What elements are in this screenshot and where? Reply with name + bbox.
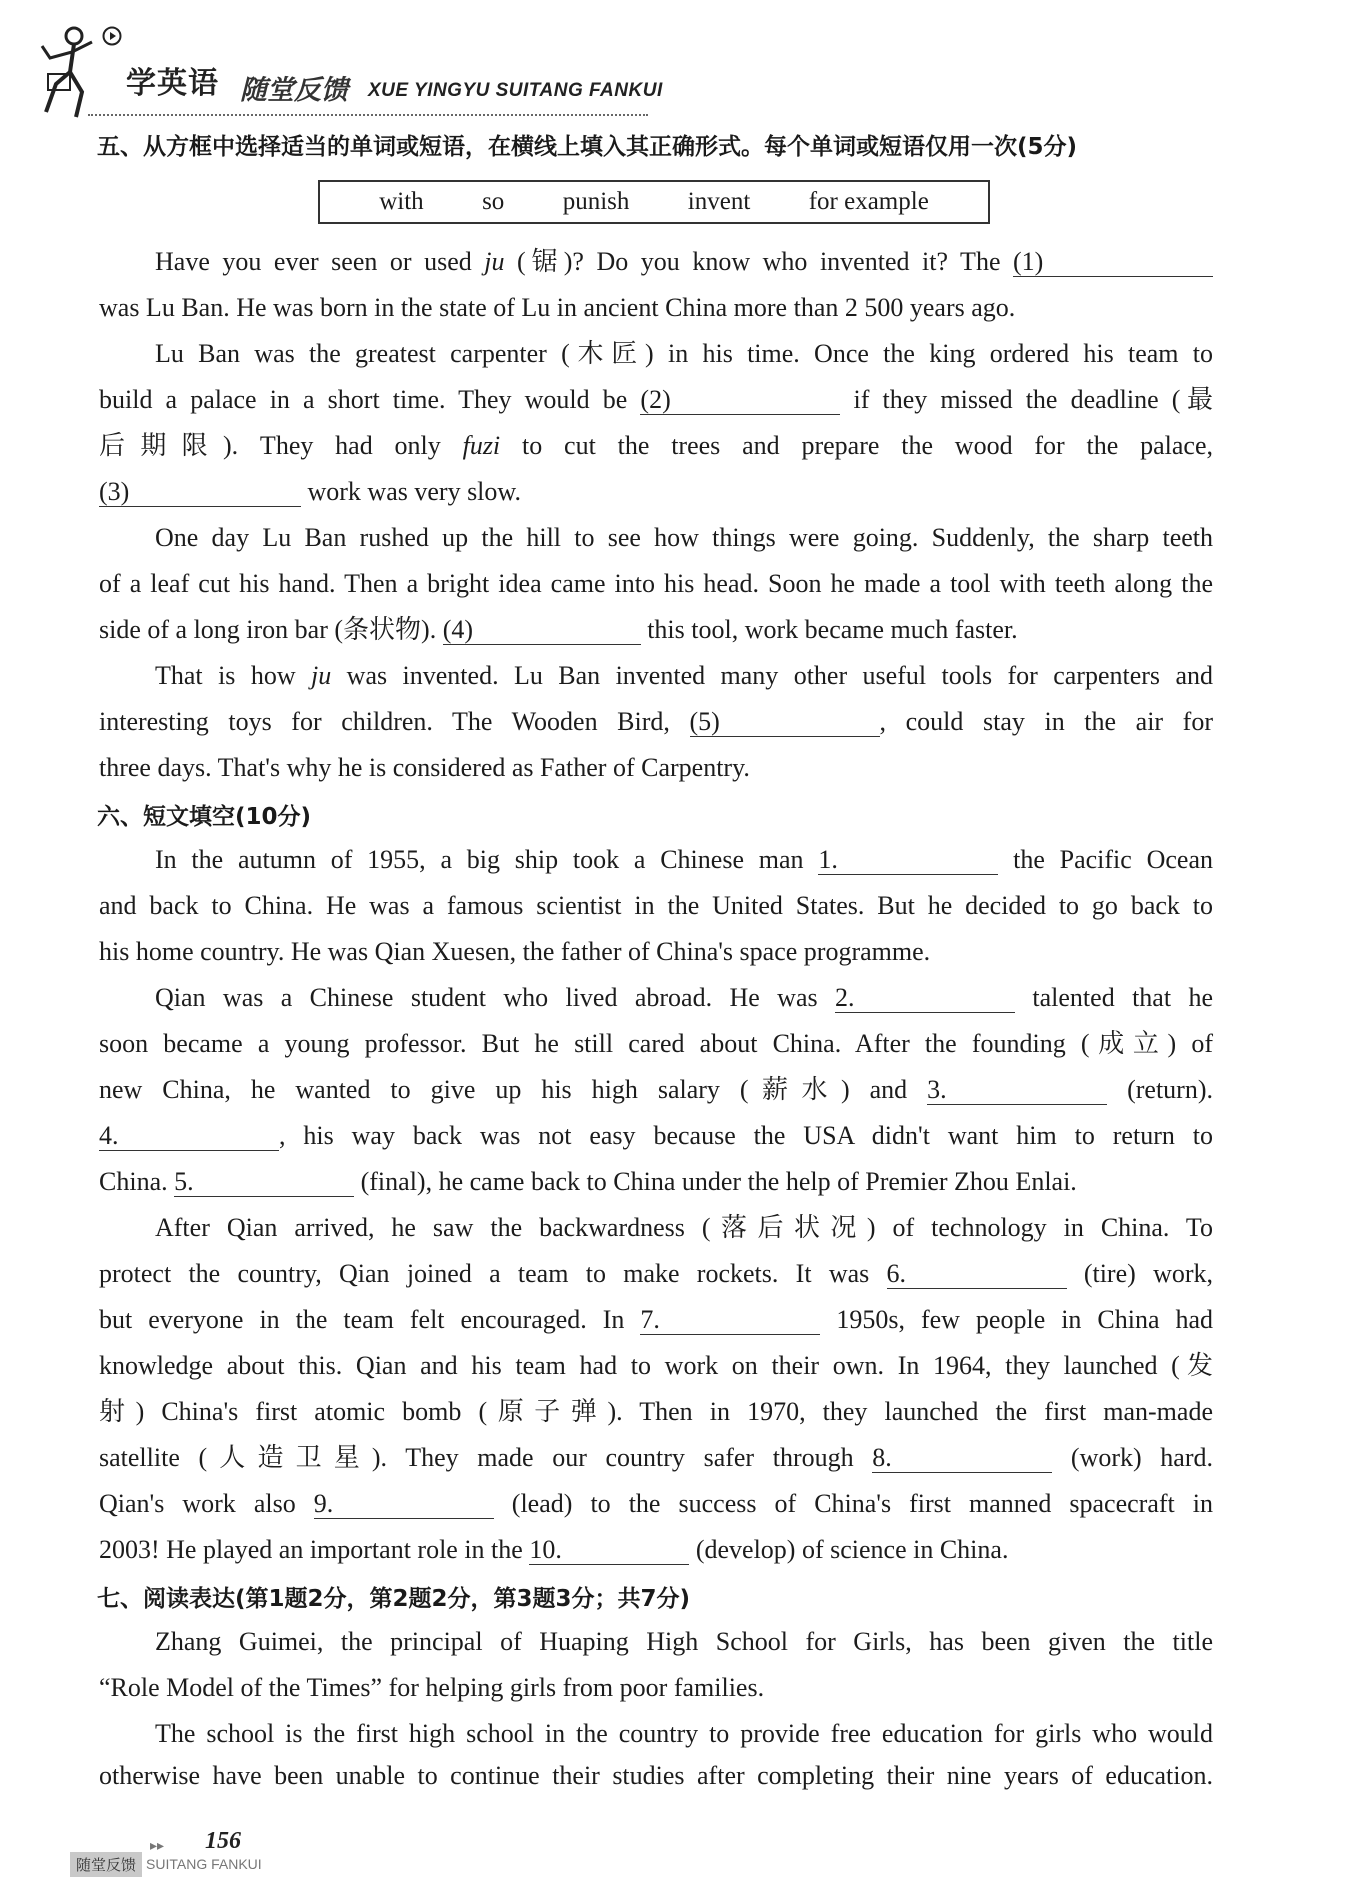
student-figure-icon [36, 22, 106, 122]
passage-line: Qian's work also 9. (lead) to the success of China's first manned spacecraft in [99, 1489, 1213, 1518]
answer-blank[interactable]: 2. [835, 984, 1015, 1013]
passage-line: interesting toys for children. The Wooden Bird, (5) , could stay in the air for [99, 707, 1213, 736]
passage-line: his home country. He was Qian Xuesen, the father of China's space programme. [99, 937, 931, 966]
answer-blank[interactable]: 10. [529, 1536, 689, 1565]
passage-line: 后期限). They had only fuzi to cut the trees and prepare the wood for the palace, [99, 431, 1213, 460]
footer-en-label: SUITANG FANKUI [146, 1856, 262, 1872]
passage-line: side of a long iron bar (条状物). (4) this tool, work became much faster. [99, 615, 1018, 644]
word-bank-item: so [482, 188, 505, 215]
passage-line: build a palace in a short time. They would be (2) if they missed the deadline (最 [99, 385, 1214, 414]
passage-line: 4. , his way back was not easy because the USA didn't want him to return to [99, 1121, 1213, 1150]
brand-pinyin: XUE YINGYU SUITANG FANKUI [368, 80, 663, 101]
answer-blank[interactable]: (1) [1013, 248, 1213, 277]
passage-line: otherwise have been unable to continue their studies after completing their nine years of education. [99, 1761, 1213, 1790]
answer-blank[interactable]: 6. [887, 1260, 1067, 1289]
word-bank-box [318, 180, 990, 224]
answer-blank[interactable]: 8. [872, 1444, 1052, 1473]
passage-line: protect the country, Qian joined a team to make rockets. It was 6. (tire) work, [99, 1259, 1213, 1288]
passage-line: knowledge about this. Qian and his team had to work on their own. In 1964, they launched (发 [99, 1351, 1213, 1380]
answer-blank[interactable]: 1. [818, 846, 998, 875]
section-5-title: 五、从方框中选择适当的单词或短语，在横线上填入其正确形式。每个单词或短语仅用一次(5分) [97, 134, 1078, 160]
passage-line: satellite (人造卫星). They made our country safer through 8. (work) hard. [99, 1443, 1214, 1472]
passage-line: Lu Ban was the greatest carpenter (木匠) in his time. Once the king ordered his team to [155, 339, 1213, 368]
answer-blank[interactable]: 3. [927, 1076, 1107, 1105]
header-divider [88, 114, 648, 116]
page-header [28, 18, 1328, 118]
answer-blank[interactable]: (5) [690, 708, 880, 737]
word-bank-item: with [379, 188, 424, 215]
answer-blank[interactable]: 7. [640, 1306, 820, 1335]
passage-line: “Role Model of the Times” for helping girls from poor families. [99, 1673, 765, 1702]
passage-line: new China, he wanted to give up his high salary (薪水) and 3. (return). [99, 1075, 1213, 1104]
passage-line: Zhang Guimei, the principal of Huaping High School for Girls, has been given the title [155, 1627, 1213, 1656]
passage-line: and back to China. He was a famous scientist in the United States. But he decided to go back to [99, 891, 1213, 920]
page-number: 156 [205, 1828, 241, 1854]
word-bank-item: punish [562, 188, 630, 215]
passage-line: After Qian arrived, he saw the backwardness (落后状况) of technology in China. To [155, 1213, 1213, 1242]
answer-blank[interactable]: (3) [99, 478, 301, 507]
footer-label [70, 1852, 270, 1876]
passage-line: China. 5. (final), he came back to China under the help of Premier Zhou Enlai. [99, 1167, 1077, 1196]
brand-subtitle: 随堂反馈 [240, 75, 348, 106]
answer-blank[interactable]: 9. [314, 1490, 494, 1519]
passage-line: (3) work was very slow. [99, 477, 521, 506]
section-6-title: 六、短文填空(10分) [97, 804, 312, 830]
passage-line: three days. That's why he is considered as Father of Carpentry. [99, 753, 750, 782]
play-icon [102, 26, 122, 46]
word-bank-item: invent [687, 188, 751, 215]
passage-line: 2003! He played an important role in the 10. (develop) of science in China. [99, 1535, 1009, 1564]
answer-blank[interactable]: (4) [443, 616, 641, 645]
answer-blank[interactable]: 5. [174, 1168, 354, 1197]
passage-line: but everyone in the team felt encouraged. In 7. 1950s, few people in China had [99, 1305, 1214, 1334]
passage-line: One day Lu Ban rushed up the hill to see how things were going. Suddenly, the sharp teeth [155, 523, 1213, 552]
brand-title: 学英语 [126, 66, 219, 101]
page-arrows-icon: ▸▸ [150, 1839, 165, 1854]
passage-line: Qian was a Chinese student who lived abroad. He was 2. talented that he [155, 983, 1213, 1012]
passage-line: The school is the first high school in the country to provide free education for girls who would [155, 1719, 1213, 1748]
answer-blank[interactable]: (2) [640, 386, 840, 415]
passage-line: In the autumn of 1955, a big ship took a Chinese man 1. the Pacific Ocean [155, 845, 1213, 874]
passage-line: of a leaf cut his hand. Then a bright idea came into his head. Soon he made a tool with teeth along the [99, 569, 1213, 598]
passage-line: 射) China's first atomic bomb (原子弹). Then in 1970, they launched the first man-made [99, 1397, 1213, 1426]
word-bank-item: for example [808, 188, 929, 215]
footer-cn-label: 随堂反馈 [70, 1852, 142, 1877]
passage-line: was Lu Ban. He was born in the state of Lu in ancient China more than 2 500 years ago. [99, 293, 1016, 322]
passage-line: That is how ju was invented. Lu Ban invented many other useful tools for carpenters and [155, 661, 1214, 690]
answer-blank[interactable]: 4. [99, 1122, 279, 1151]
section-7-title: 七、阅读表达(第1题2分，第2题2分，第3题3分；共7分) [97, 1586, 691, 1612]
passage-line: Have you ever seen or used ju (锯)? Do you know who invented it? The (1) [155, 246, 1213, 278]
passage-line: soon became a young professor. But he still cared about China. After the founding (成立) of [99, 1029, 1213, 1058]
